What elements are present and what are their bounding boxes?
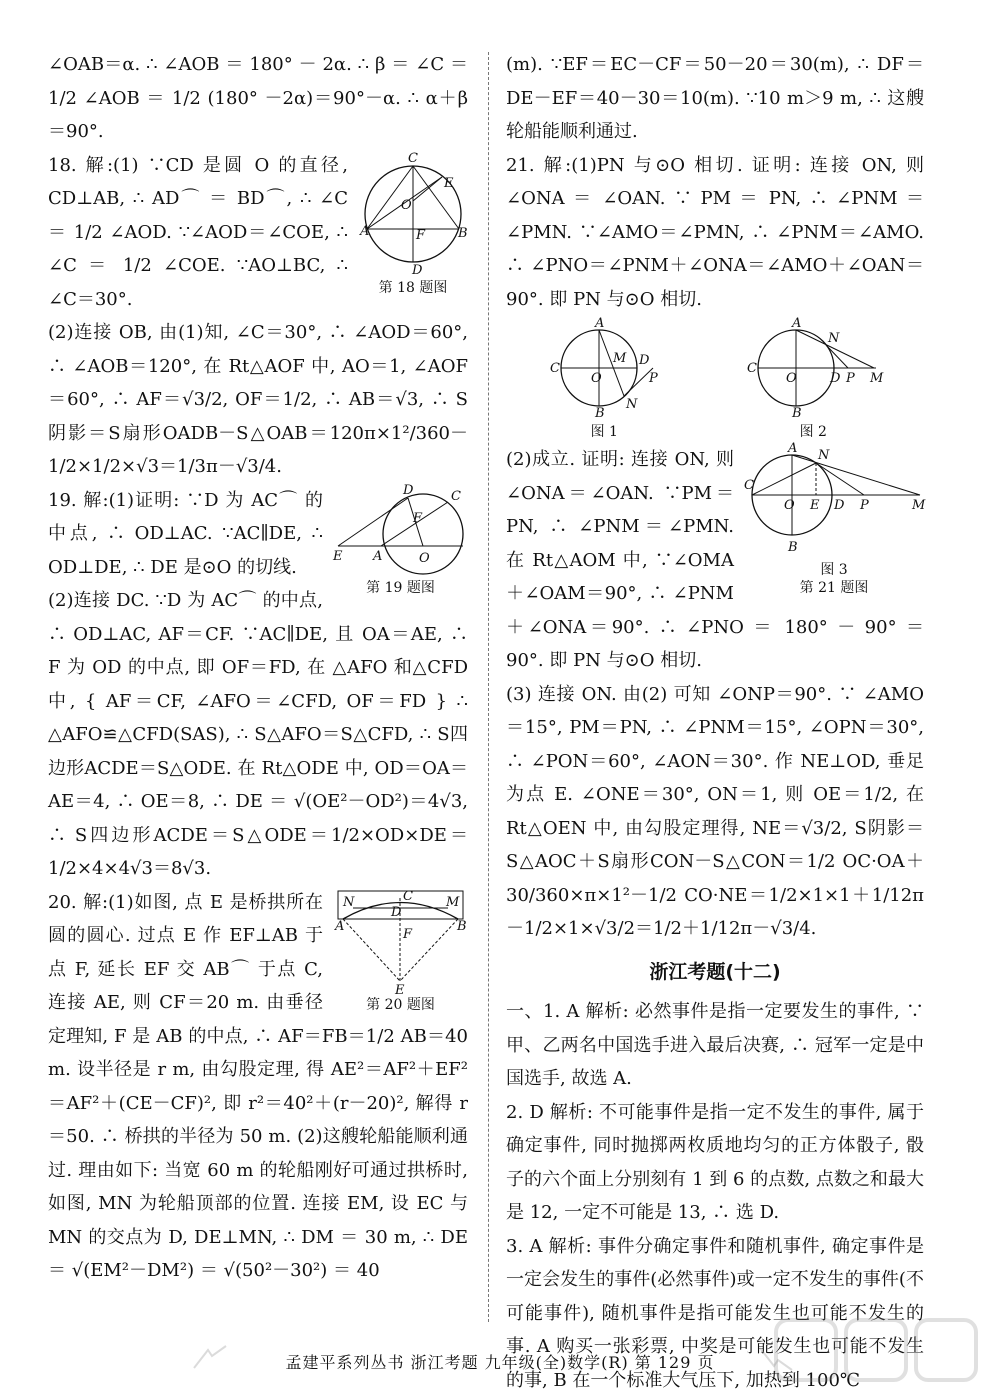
question-18-part1: 18. 解:(1) ∵CD 是圆 O 的直径, CD⊥AB, ∴ AD⌒ ＝ BD⌒, ∴ ∠C ＝ 1/2 ∠AOD. ∵∠AOD＝∠COE, ∴ ∠C ＝ 1/2 ∠COE. ∵AO⊥BC, ∴ ∠C＝30°.: [48, 154, 348, 310]
figure-21-1: [549, 318, 659, 441]
svg-text:A: A: [335, 918, 345, 934]
figure-20-caption: 第 20 题图: [366, 996, 435, 1013]
svg-text:B: B: [595, 406, 605, 421]
svg-text:C: C: [408, 150, 418, 166]
svg-text:O: O: [784, 498, 795, 513]
svg-text:M: M: [912, 498, 926, 513]
figure-21-3-diagram: [744, 443, 924, 561]
question-21-part3: (3) 连接 ON. 由(2) 可知 ∠ONP＝90°. ∵ ∠AMO＝15°, PM＝PN, ∴ ∠PNM＝15°, ∠OPN＝30°, ∴ ∠PON＝60°, ∠AON＝30°. 作 NE⊥OD, 垂足为点 E. ∠ONE＝30°, ON＝1, 则 OE＝1/2, 在 Rt△OEN 中, 由勾股定理得, NE＝√3/2, S阴影＝S△AOC＋S扇形CON－S△CON＝1/2 OC·OA＋30/360×π×1²－1/2 CO·NE＝1/2×1×1＋1/12π－1/2×1×√3/2＝1/2＋1/12π－√3/4.: [506, 683, 924, 939]
svg-text:D: D: [829, 371, 841, 386]
svg-text:C: C: [403, 888, 413, 904]
left-column: [48, 48, 468, 1288]
answer-2: 2. D 解析: 不可能事件是指一定不发生的事件, 属于确定事件, 同时抛掷两枚质地均匀的正方体骰子, 骰子的六个面上分别刻有 1 到 6 的点数, 点数之和最大是 12, 一定不可能是 13, ∴ 选 D.: [506, 1101, 924, 1223]
figure-21-1-diagram: [549, 316, 659, 421]
figure-21-caption: 第 21 题图: [799, 580, 869, 596]
paragraph-continuation: ∠OAB＝α. ∴ ∠AOB ＝ 180° － 2α. ∴ β ＝ ∠C ＝ 1/2 ∠AOB ＝ 1/2 (180° －2α)＝90°－α. ∴ α＋β＝90°.: [48, 54, 468, 142]
page-footer: 孟建平系列丛书 浙江考题 九年级(全)数学(R) 第 129 页: [285, 1353, 715, 1372]
svg-text:D: D: [834, 498, 845, 513]
svg-text:B: B: [791, 406, 802, 421]
svg-text:D: D: [391, 904, 402, 920]
svg-text:O: O: [591, 371, 602, 386]
question-20: 20. 解:(1)如图, 点 E 是桥拱所在圆的圆心. 过点 E 作 EF⊥AB 于点 F, 延长 EF 交 AB⌒ 于点 C, 连接 AE, 则 CF＝20 m. 由垂径定理知, F 是 AB 的中点, ∴ AF＝FB＝1/2 AB＝40 m. 设半径是 r m, 由勾股定理, 得 AE²＝AF²＋EF²＝AF²＋(CE－CF)², 即 r²＝40²＋(r－20)², 解得 r＝50. ∴ 桥拱的半径为 50 m. (2)这艘轮船能顺利通过. 理由如下: 当宽 60 m 的轮船刚好可通过拱桥时, 如图, MN 为轮船顶部的位置. 连接 EM, 设 EC 与 MN 的交点为 D, DE⊥MN, ∴ DM ＝ 30 m, ∴ DE ＝ √(EM²－DM²) ＝ √(50²－30²) ＝ 40: [48, 891, 468, 1281]
svg-text:E: E: [444, 175, 454, 191]
figure-19-caption: 第 19 题图: [366, 579, 435, 596]
svg-text:O: O: [785, 371, 797, 386]
figure-21-1-caption: 图 1: [590, 424, 618, 440]
right-column: [506, 48, 924, 1397]
figure-21-2: [746, 316, 884, 441]
column-divider: [488, 52, 489, 1322]
figure-21-3-caption: 图 3: [820, 562, 848, 578]
svg-text:D: D: [403, 482, 414, 498]
question-19-part2: (2)连接 DC. ∵D 为 AC⌒ 的中点, ∴ OD⊥AC, AF＝CF. ∵AC∥DE, 且 OA＝AE, ∴ F 为 OD 的中点, 即 OF＝FD, 在 △AFO 和△CFD 中, { AF＝CF, ∠AFO＝∠CFD, OF＝FD } ∴ △AFO≌△CFD(SAS), ∴ S△AFO＝S△CFD, ∴ S四边形ACDE＝S△ODE. 在 Rt△ODE 中, OD＝OA＝AE＝4, ∴ OE＝8, ∴ DE ＝ √(OE²－OD²)＝4√3, ∴ S四边形ACDE＝S△ODE＝1/2×OD×DE＝1/2×4×4√3＝8√3.: [48, 590, 468, 879]
svg-text:A: A: [788, 441, 798, 456]
figure-18-diagram: [358, 149, 468, 279]
svg-text:P: P: [860, 498, 869, 513]
svg-text:C: C: [744, 478, 754, 493]
figure-21-2-caption: 图 2: [799, 424, 827, 440]
svg-text:N: N: [818, 448, 830, 463]
svg-text:E: E: [333, 548, 343, 564]
svg-text:N: N: [827, 331, 840, 346]
figure-20-diagram: [333, 886, 468, 996]
paragraph-continuation-20: (m). ∵EF＝EC－CF＝50－20＝30(m), ∴ DF＝DE－EF＝40－30＝10(m). ∵10 m＞9 m, ∴ 这艘轮船能顺利通过.: [506, 54, 924, 142]
svg-text:E: E: [395, 982, 405, 998]
figure-19: [333, 484, 468, 597]
question-18-part2: (2)连接 OB, 由(1)知, ∠C＝30°, ∴ ∠AOD＝60°, ∴ ∠AOB＝120°, 在 Rt△AOF 中, AO＝1, ∠AOF＝60°, ∴ AF＝√3/2, OF＝1/2, ∴ AB＝√3, ∴ S阴影＝S扇形OADB－S△OAB＝120π×1²/360－1/2×1/2×√3＝1/3π－√3/4.: [48, 322, 468, 477]
question-19-part1: 19. 解:(1)证明: ∵D 为 AC⌒ 的中点, ∴ OD⊥AC. ∵AC∥DE, ∴ OD⊥DE, ∴ DE 是⊙O 的切线.: [48, 489, 323, 578]
svg-text:C: C: [451, 488, 461, 504]
svg-text:C: C: [550, 361, 561, 376]
svg-text:M: M: [446, 894, 460, 910]
svg-text:O: O: [401, 197, 412, 213]
svg-text:F: F: [416, 227, 426, 243]
svg-text:O: O: [419, 550, 430, 566]
svg-text:F: F: [413, 510, 423, 526]
svg-text:A: A: [791, 316, 802, 331]
figure-18: [358, 149, 468, 297]
svg-text:F: F: [403, 926, 413, 942]
svg-text:P: P: [845, 371, 855, 386]
answer-3: 3. A 解析: 事件分确定事件和随机事件, 确定事件是一定会发生的事件(必然事件)或一定不发生的事件(不可能事件), 随机事件是指可能发生也可能不发生的事. A 购买一张彩票, 中奖是可能发生也可能不发生的事, B 在一个标准大气压下, 加热到 100℃: [506, 1235, 924, 1391]
svg-text:E: E: [810, 498, 820, 513]
svg-text:D: D: [639, 353, 650, 368]
svg-text:D: D: [412, 262, 423, 278]
figure-21-2-diagram: [746, 316, 884, 421]
figure-18-caption: 第 18 题图: [378, 279, 448, 296]
svg-text:N: N: [626, 397, 638, 412]
svg-text:M: M: [869, 371, 884, 386]
figure-21-3: [744, 443, 924, 597]
section-heading: 浙江考题(十二): [649, 960, 781, 983]
svg-text:B: B: [458, 225, 468, 241]
watermark-logo: [766, 1312, 986, 1392]
svg-text:M: M: [613, 351, 627, 366]
figure-21-row: [506, 318, 924, 441]
svg-text:B: B: [457, 918, 467, 934]
svg-text:N: N: [343, 894, 355, 910]
answer-1: 一、1. A 解析: 必然事件是指一定要发生的事件, ∵甲、乙两名中国选手进入最后决赛, ∴ 冠军一定是中国选手, 故选 A.: [506, 1001, 924, 1089]
svg-text:P: P: [649, 371, 658, 386]
question-21-part2: (2)成立. 证明: 连接 ON, 则∠ONA＝∠OAN. ∵PM＝PN, ∴ ∠PNM＝∠PMN. 在 Rt△AOM 中, ∵∠OMA＋∠OAM＝90°, ∴ ∠PNM＋∠ONA＝90°. ∴ ∠PNO ＝ 180° － 90° ＝ 90°. 即 PN 与⊙O 相切.: [506, 449, 924, 671]
svg-text:C: C: [746, 361, 757, 376]
svg-text:A: A: [595, 316, 605, 331]
svg-text:A: A: [360, 223, 370, 239]
figure-20: [333, 886, 468, 1014]
figure-19-diagram: [333, 484, 468, 579]
svg-text:A: A: [373, 548, 383, 564]
question-21-part1: 21. 解:(1)PN 与⊙O 相切. 证明: 连接 ON, 则 ∠ONA ＝ ∠OAN. ∵ PM ＝ PN, ∴ ∠PNM ＝ ∠PMN. ∵∠AMO＝∠PMN, ∴ ∠PNM＝∠AMO. ∴ ∠PNO＝∠PNM＋∠ONA＝∠AMO＋∠OAN＝90°. 即 PN 与⊙O 相切.: [506, 154, 924, 310]
svg-text:B: B: [788, 540, 798, 555]
